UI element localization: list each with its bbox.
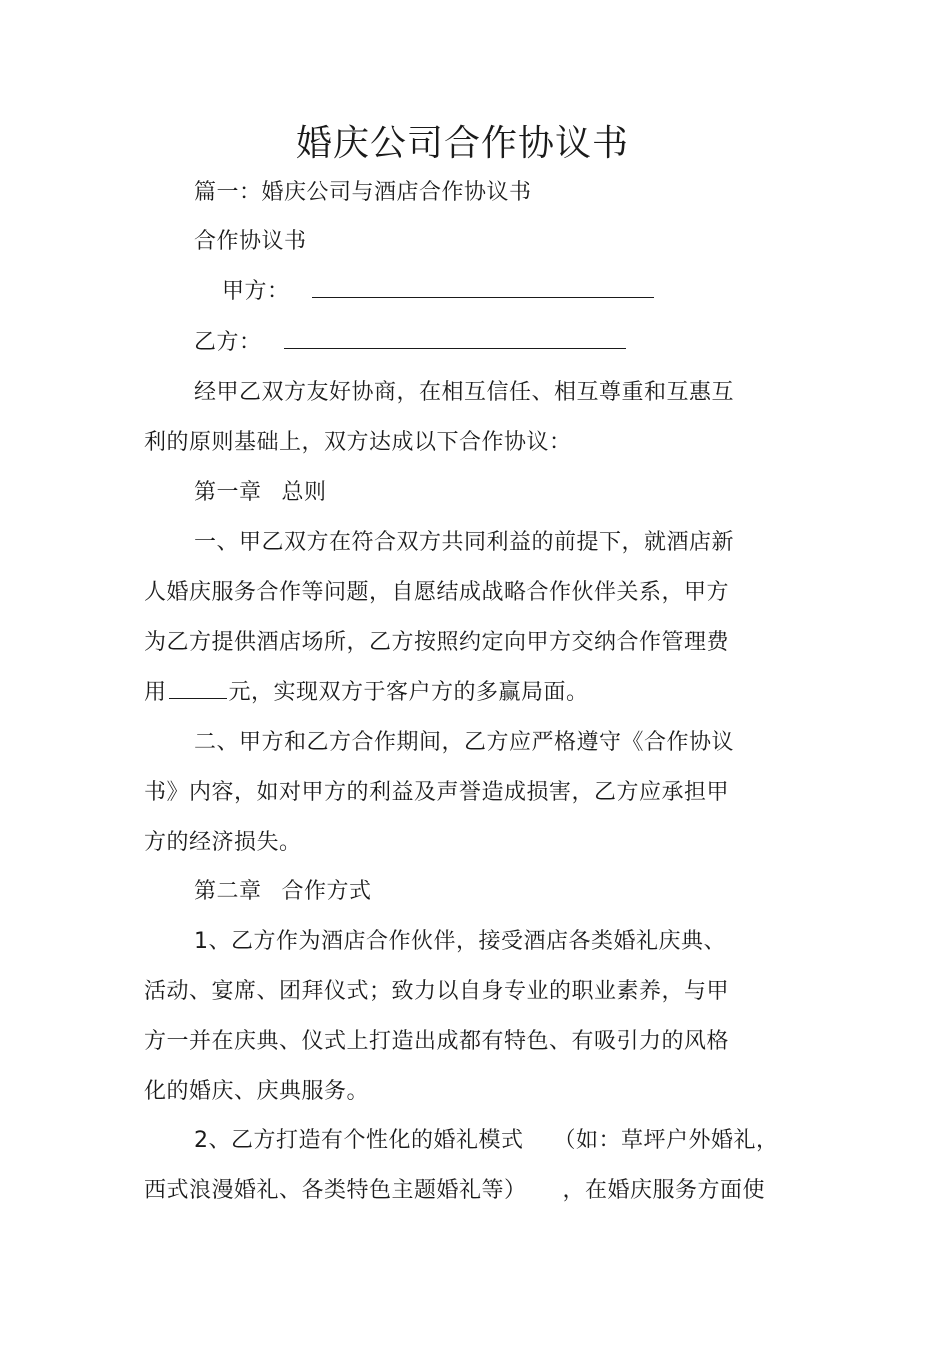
clause-line: 为乙方提供酒店场所，乙方按照约定向甲方交纳合作管理费 [144,630,730,655]
fee-blank [169,680,227,699]
clause-line: 一、甲乙双方在符合双方共同利益的前提下，就酒店新 [194,530,735,555]
party-a-row [222,277,654,307]
clause-line: 用 元，实现双方于客户方的多赢局面。 [144,680,589,705]
item-line: 2、乙方打造有个性化的婚礼模式 （如：草坪户外婚礼， [194,1128,779,1153]
chapter-name: 总则 [281,480,327,505]
party-b-row [194,328,626,358]
intro-line: 经甲乙双方友好协商，在相互信任、相互尊重和互惠互 [194,380,735,405]
chapter-number: 第二章 [194,879,262,904]
clause-line: 书》内容，如对甲方的利益及声誉造成损害，乙方应承担甲 [144,780,730,805]
party-a-label: 甲方： [222,279,290,304]
clause-line: 人婚庆服务合作等问题，自愿结成战略合作伙伴关系，甲方 [144,580,730,605]
subheading: 合作协议书 [194,229,307,254]
chapter-name: 合作方式 [281,879,372,904]
party-a-blank [312,277,654,298]
section-heading: 篇一：婚庆公司与酒店合作协议书 [194,180,532,205]
clause-line: 二、甲方和乙方合作期间，乙方应严格遵守《合作协议 [194,730,735,755]
chapter-number: 第一章 [194,480,262,505]
party-b-blank [284,328,626,349]
item-line: 化的婚庆、庆典服务。 [144,1079,370,1104]
chapter-heading [194,478,327,508]
item-line: 1、乙方作为酒店合作伙伴，接受酒店各类婚礼庆典、 [194,929,726,954]
party-b-label: 乙方： [194,330,262,355]
clause-line: 方的经济损失。 [144,830,302,855]
item-line: 方一并在庆典、仪式上打造出成都有特色、有吸引力的风格 [144,1029,730,1054]
document-title: 婚庆公司合作协议书 [295,123,629,164]
item-line: 西式浪漫婚礼、各类特色主题婚礼等） ，在婚庆服务方面使 [144,1178,766,1203]
intro-line: 利的原则基础上，双方达成以下合作协议： [144,430,572,455]
item-line: 活动、宴席、团拜仪式；致力以自身专业的职业素养，与甲 [144,979,730,1004]
chapter-heading [194,877,372,907]
